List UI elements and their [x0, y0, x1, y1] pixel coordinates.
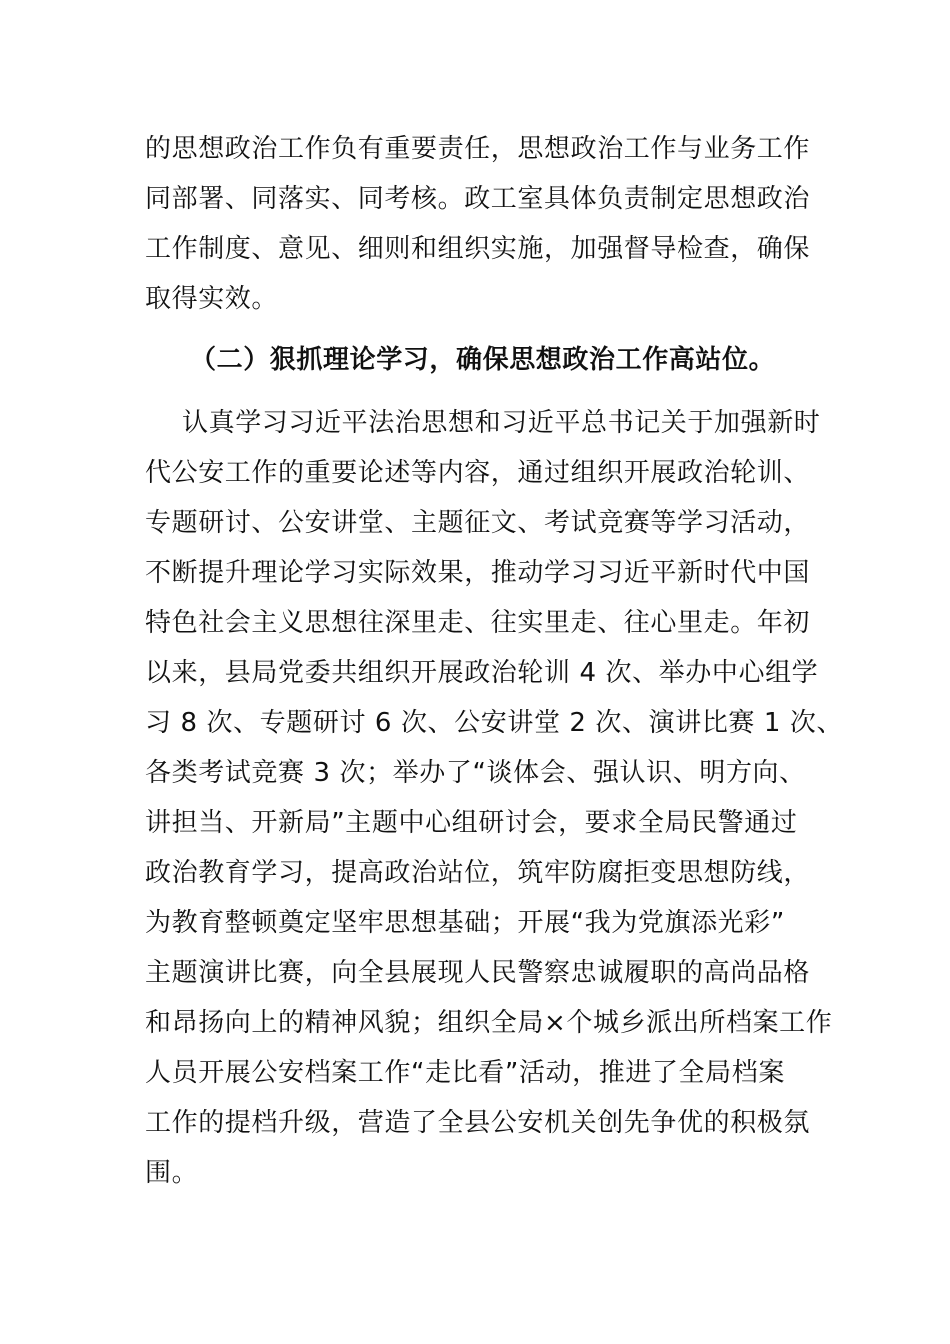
paragraph-2-line-7: 习 8 次、专题研讨 6 次、公安讲堂 2 次、演讲比赛 1 次、 — [145, 708, 844, 738]
paragraph-2-line-11: 为教育整顿奠定坚牢思想基础；开展“我为党旗添光彩” — [145, 908, 785, 938]
paragraph-2-line-15: 工作的提档升级，营造了全县公安机关创先争优的积极氛 — [145, 1108, 811, 1138]
paragraph-2-line-12: 主题演讲比赛，向全县展现人民警察忠诚履职的高尚品格 — [145, 958, 811, 988]
paragraph-2-line-6: 以来，县局党委共组织开展政治轮训 4 次、举办中心组学 — [145, 658, 819, 688]
section-heading: （二）狠抓理论学习，确保思想政治工作高站位。 — [190, 345, 776, 375]
paragraph-2-line-3: 专题研讨、公安讲堂、主题征文、考试竞赛等学习活动， — [145, 508, 811, 538]
paragraph-2-line-13: 和昂扬向上的精神风貌；组织全局×个城乡派出所档案工作 — [145, 1008, 833, 1038]
paragraph-2-line-8: 各类考试竞赛 3 次；举办了“谈体会、强认识、明方向、 — [145, 758, 806, 788]
paragraph-1-line-1: 的思想政治工作负有重要责任，思想政治工作与业务工作 — [145, 134, 811, 164]
paragraph-1-line-4: 取得实效。 — [145, 284, 279, 314]
paragraph-2-line-9: 讲担当、开新局”主题中心组研讨会，要求全局民警通过 — [145, 808, 798, 838]
paragraph-2-line-5: 特色社会主义思想往深里走、往实里走、往心里走。年初 — [145, 608, 811, 638]
paragraph-2-line-1: 认真学习习近平法治思想和习近平总书记关于加强新时 — [182, 408, 821, 438]
paragraph-2-line-14: 人员开展公安档案工作“走比看”活动，推进了全局档案 — [145, 1058, 785, 1088]
paragraph-2-line-2: 代公安工作的重要论述等内容，通过组织开展政治轮训、 — [145, 458, 811, 488]
paragraph-2-line-10: 政治教育学习，提高政治站位，筑牢防腐拒变思想防线， — [145, 858, 811, 888]
paragraph-2-line-4: 不断提升理论学习实际效果，推动学习习近平新时代中国 — [145, 558, 811, 588]
paragraph-1-line-2: 同部署、同落实、同考核。政工室具体负责制定思想政治 — [145, 184, 811, 214]
paragraph-1-line-3: 工作制度、意见、细则和组织实施，加强督导检查，确保 — [145, 234, 811, 264]
paragraph-2-line-16: 围。 — [145, 1158, 199, 1188]
